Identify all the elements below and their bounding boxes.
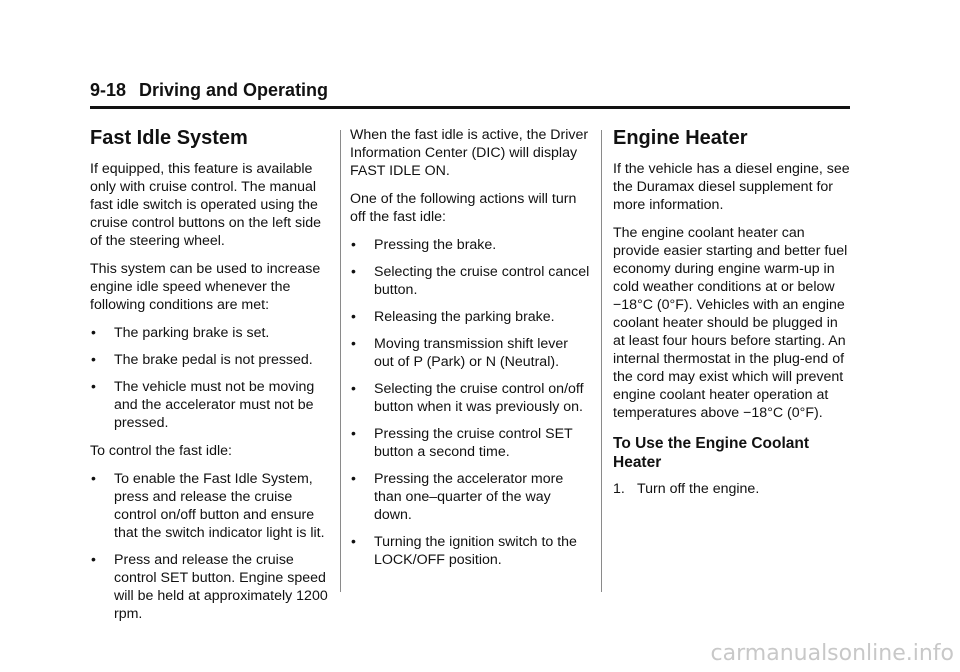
section-title: Driving and Operating <box>139 80 329 100</box>
bullet-icon: • <box>351 335 356 351</box>
step-number: 1. <box>613 481 625 497</box>
bullet-icon: • <box>351 533 356 549</box>
list-item: • Press and release the cruise control SET button. Engine speed will be held at approximately 1200 rpm. <box>91 551 328 622</box>
conditions-list <box>90 324 328 432</box>
list-item: • The brake pedal is not pressed. <box>91 351 313 368</box>
engine-heater-para-2: The engine coolant heater can provide easier starting and better fuel economy during engine warm-up in cold weather conditions at or below −18°C (0°F). Vehicles with an engine coolant heater should be plugged in at least four hours before starting. An internal thermostat in the plug-end of the cord may exist which will prevent engine coolant heater operation at temperatures above −18°C (0°F). <box>613 225 848 421</box>
fast-idle-heading: Fast Idle System <box>90 127 248 149</box>
off-actions-list <box>350 236 590 569</box>
fast-idle-intro: If equipped, this feature is available only with cruise control. The manual fast idle switch is operated using the cruise control buttons on the left side of the steering wheel. <box>90 161 322 249</box>
bullet-icon: • <box>91 470 96 486</box>
bullet-icon: • <box>351 263 356 279</box>
active-text: When the fast idle is active, the Driver Information Center (DIC) will display FAST IDLE ON. <box>350 127 589 179</box>
list-item: • The parking brake is set. <box>91 324 270 341</box>
conditions-intro: This system can be used to increase engine idle speed whenever the following conditions are met: <box>90 261 321 313</box>
list-item: • Moving transmission shift lever out of P (Park) or N (Neutral). <box>351 335 568 370</box>
bullet-icon: • <box>351 425 356 441</box>
bullet-icon: • <box>351 470 356 486</box>
engine-heater-heading: Engine Heater <box>613 127 748 149</box>
bullet-icon: • <box>91 351 96 367</box>
bullet-icon: • <box>351 308 356 324</box>
control-steps-list <box>90 470 328 623</box>
list-item: • Pressing the brake. <box>351 236 497 253</box>
list-item: 1. Turn off the engine. <box>613 481 760 497</box>
off-intro: One of the following actions will turn off the fast idle: <box>350 191 577 225</box>
coolant-heater-steps <box>613 480 853 498</box>
column-3 <box>613 126 853 507</box>
bullet-icon: • <box>91 378 96 394</box>
list-item: • Selecting the cruise control cancel button. <box>351 263 590 298</box>
list-item: • Pressing the cruise control SET button a second time. <box>351 425 573 460</box>
list-item: • The vehicle must not be moving and the accelerator must not be pressed. <box>91 378 315 431</box>
list-item: • Turning the ignition switch to the LOCK/OFF position. <box>351 533 577 568</box>
list-item: • Selecting the cruise control on/off button when it was previously on. <box>351 380 584 415</box>
bullet-icon: • <box>91 551 96 567</box>
list-item: • Pressing the accelerator more than one–quarter of the way down. <box>351 470 564 523</box>
column-divider <box>601 130 602 592</box>
column-2 <box>350 126 590 579</box>
bullet-icon: • <box>351 236 356 252</box>
bullet-icon: • <box>91 324 96 340</box>
coolant-heater-subheading: To Use the Engine Coolant Heater <box>613 435 810 471</box>
control-intro: To control the fast idle: <box>90 443 232 459</box>
list-item: • Releasing the parking brake. <box>351 308 555 325</box>
column-1 <box>90 126 328 633</box>
list-item: • To enable the Fast Idle System, press and release the cruise control on/off button and ensure that the switch indicator light is lit. <box>91 470 325 541</box>
page-number: 9-18 <box>90 80 127 100</box>
engine-heater-para-1: If the vehicle has a diesel engine, see the Duramax diesel supplement for more information. <box>613 161 850 213</box>
column-divider <box>340 130 341 592</box>
bullet-icon: • <box>351 380 356 396</box>
page-header <box>90 80 850 109</box>
watermark: carmanualsonline.info <box>710 641 954 666</box>
